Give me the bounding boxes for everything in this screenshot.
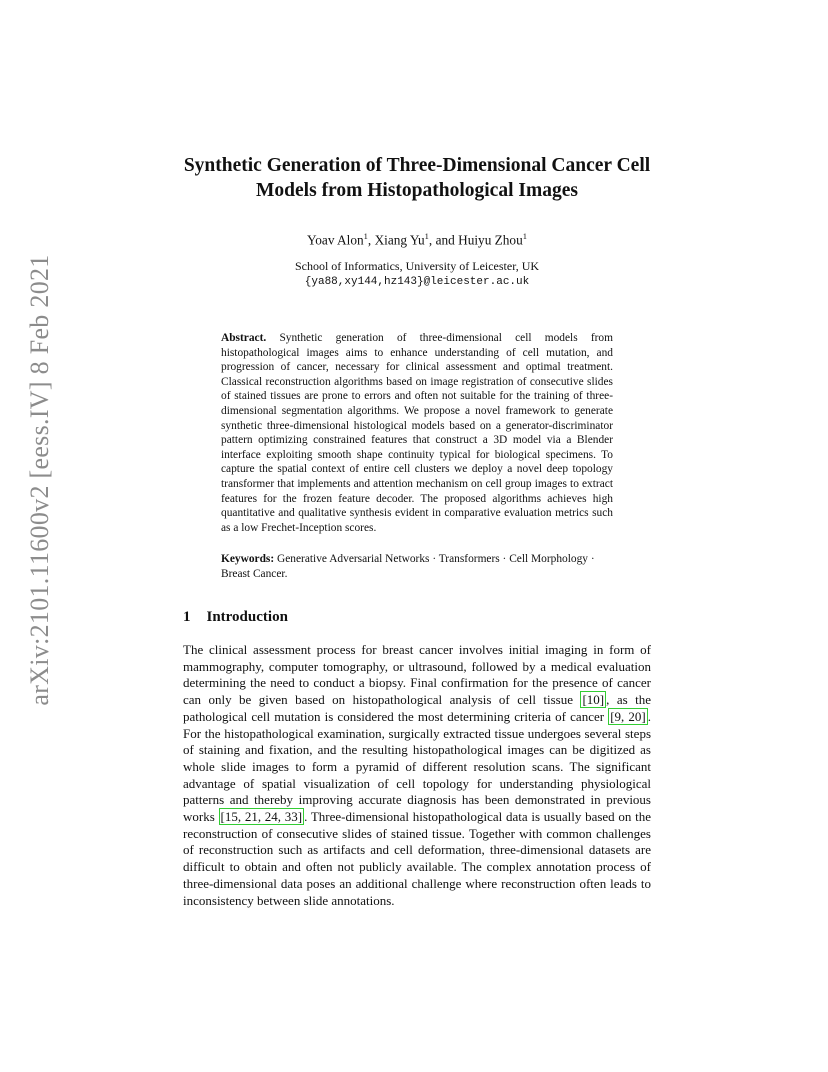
author-name: Huiyu Zhou: [458, 232, 523, 248]
arxiv-identifier-stamp: arXiv:2101.11600v2 [eess.IV] 8 Feb 2021: [25, 254, 54, 706]
intro-text-2: , as the pathological cell mutation is considered the most determining criteria of cancer: [183, 692, 651, 724]
title-line-2: Models from Histopathological Images: [256, 180, 578, 201]
section-title: Introduction: [206, 609, 288, 625]
author-affiliation-mark: 1: [522, 231, 527, 241]
intro-text-4: . Three-dimensional histopathological data is usually based on the reconstruction of consecutive slides of stained tissue. Together with common challenges of reconstruction such as artifacts and cell deformation, three-dimensional datasets are difficult to obtain and often not publicly available. The complex annotation process of three-dimensional data poses an additional challenge where reconstruction often leads to inconsistency between slide annotations.: [183, 809, 651, 908]
affiliation-block: [150, 259, 684, 290]
section-number: 1: [183, 609, 191, 625]
author-name: Xiang Yu: [374, 232, 425, 248]
abstract-text: Synthetic generation of three-dimensional cell models from histopathological images aims to enhance understanding of cell mutation, and progression of cancer, necessary for clinical assessment and optimal treatment. Classical reconstruction algorithms based on image registration of consecutive slides of stained tissues are prone to errors and often not suitable for the training of three-dimensional segmentation algorithms. We propose a novel framework to generate synthetic three-dimensional histological models based on a generator-discriminator pattern optimizing constrained features that construct a 3D model via a Blender interface exploiting smooth shape continuity typical for biological specimens. To capture the spatial context of entire cell clusters we deploy a novel deep topology transformer that implements and attention mechanism on cell group images to extract features for the frozen feature decoder. The proposed algorithms achieves high quantitative and qualitative synthesis evident in comparative evaluation metrics such as a low Frechet-Inception scores.: [221, 332, 613, 534]
intro-text-1: The clinical assessment process for breast cancer involves initial imaging in form of mammography, computer tomography, or ultrasound, followed by a medical evaluation determining the need to conduct a biopsy. Final confirmation for the presence of cancer can only be given based on histopathological analysis of cell tissue: [183, 642, 651, 708]
citation-link[interactable]: [10]: [582, 692, 605, 708]
section-heading-introduction: [183, 609, 288, 626]
author-list: Yoav Alon$^1$, Xiang Yu$^1$, and Huiyu Zhou$^1$: [307, 231, 527, 248]
abstract-label: Abstract.: [221, 332, 267, 344]
keywords-text: Generative Adversarial Networks · Transformers · Cell Morphology · Breast Cancer.: [221, 553, 595, 580]
affiliation: School of Informatics, University of Leicester, UK: [294, 259, 540, 273]
title-line-1: Synthetic Generation of Three-Dimensional Cancer Cell: [183, 155, 651, 176]
citation-link[interactable]: [9, 20]: [610, 708, 646, 724]
keywords: [221, 552, 613, 581]
citation-link[interactable]: [15, 21, 24, 33]: [220, 809, 303, 825]
introduction-paragraph: [183, 642, 651, 909]
paper-title: [150, 153, 684, 203]
keywords-label: Keywords:: [221, 553, 275, 565]
author-emails: {ya88,xy144,hz143}@leicester.ac.uk: [304, 275, 530, 288]
author-affiliation-mark: 1: [424, 231, 429, 241]
author-name: Yoav Alon: [307, 232, 364, 248]
author-affiliation-mark: 1: [363, 231, 368, 241]
abstract: [221, 331, 613, 535]
intro-text-3: . For the histopathological examination, surgically extracted tissue undergoes several steps of staining and fixation, and the resulting histopathological images can be digitized as whole slide images to form a pyramid of different resolution scans. The significant advantage of spatial visualization of cell topology for understanding physiological patterns and thereby improving accurate diagnosis has been demonstrated in previous works: [183, 708, 651, 825]
